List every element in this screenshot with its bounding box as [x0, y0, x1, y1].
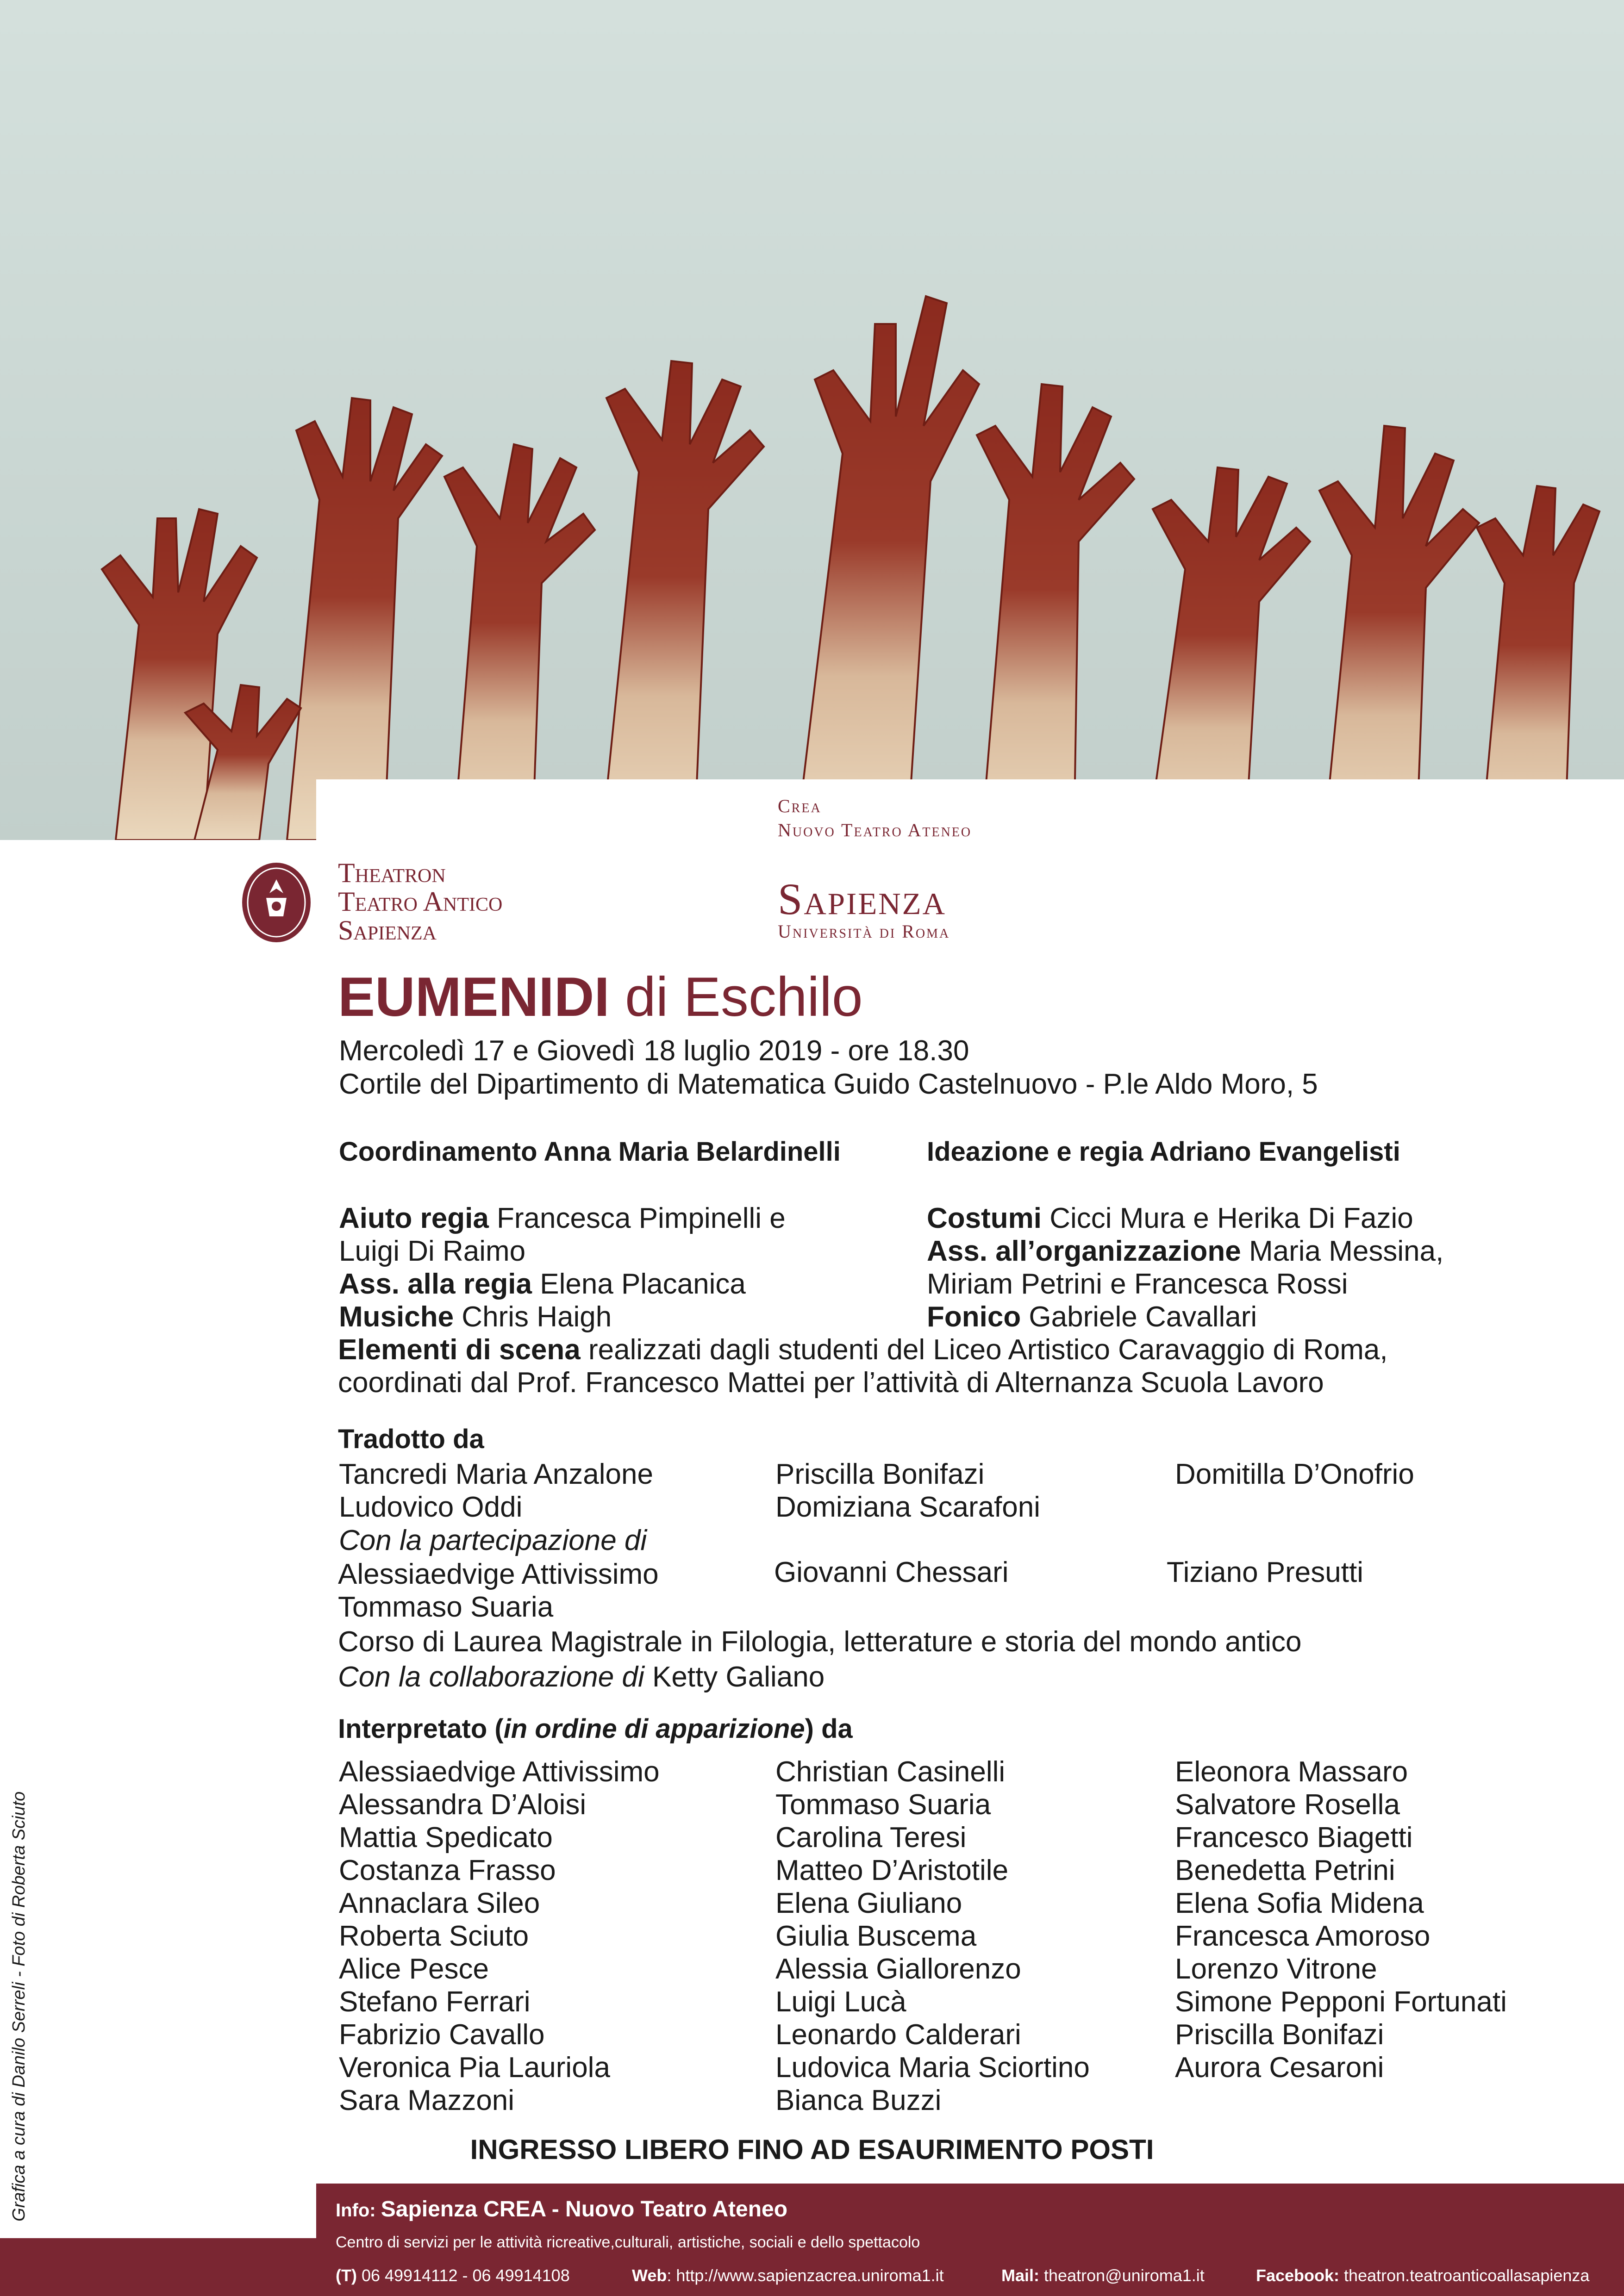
costumi-value: Cicci Mura e Herika Di Fazio [1042, 1202, 1413, 1234]
cast-member: Priscilla Bonifazi [1175, 2019, 1384, 2051]
corso-laurea: Corso di Laurea Magistrale in Filologia, letterature e storia del mondo antico [338, 1626, 1302, 1658]
footer-description: Centro di servizi per le attività ricreative,culturali, artistiche, sociali e dello spettacolo [336, 2234, 920, 2251]
cast-member: Francesco Biagetti [1175, 1822, 1413, 1854]
sapienza-name: Sapienza [778, 874, 946, 924]
tel-label: (T) [336, 2266, 357, 2285]
bloody-hands-illustration [0, 0, 1624, 840]
partecipante-extra: Tommaso Suaria [338, 1591, 554, 1623]
aiuto-regia-label: Aiuto regia [339, 1202, 489, 1234]
info-label: Info: [336, 2200, 381, 2221]
cast-member: Simone Pepponi Fortunati [1175, 1986, 1507, 2018]
translator: Tancredi Maria Anzalone [339, 1458, 653, 1490]
partecipante: Giovanni Chessari [774, 1556, 1009, 1588]
cast-member: Mattia Spedicato [339, 1822, 553, 1854]
cast-member: Elena Giuliano [775, 1887, 962, 1919]
cast-member: Luigi Lucà [775, 1986, 906, 2018]
cast-member: Veronica Pia Lauriola [339, 2052, 610, 2084]
translator: Domitilla D’Onofrio [1175, 1458, 1414, 1490]
ass-regia-label: Ass. alla regia [339, 1268, 532, 1300]
cast-member: Fabrizio Cavallo [339, 2019, 545, 2051]
crea-logo-line1: Crea [778, 796, 822, 816]
cast-member: Eleonora Massaro [1175, 1756, 1408, 1788]
crea-logo-line2: Nuovo Teatro Ateneo [778, 820, 972, 840]
collaborazione-label: Con la collaborazione di [338, 1661, 644, 1693]
elementi-value: realizzati dagli studenti del Liceo Artistico Caravaggio di Roma, [580, 1334, 1388, 1366]
ass-regia-value: Elena Placanica [532, 1268, 746, 1300]
cast-member: Alice Pesce [339, 1953, 489, 1985]
web-value: : http://www.sapienzacrea.uniroma1.it [667, 2266, 944, 2285]
musiche-label: Musiche [339, 1301, 454, 1333]
cast-member: Ludovica Maria Sciortino [775, 2052, 1090, 2084]
elementi-value2: coordinati dal Prof. Francesco Mattei per l’attività di Alternanza Scuola Lavoro [338, 1367, 1324, 1399]
cast-member: Sara Mazzoni [339, 2084, 515, 2116]
sapienza-seal-icon [241, 861, 312, 944]
hands-photo [0, 0, 1624, 840]
cast-member: Alessandra D’Aloisi [339, 1789, 587, 1821]
footer-web[interactable] [632, 2266, 944, 2285]
footer-info [336, 2196, 787, 2222]
fonico-value: Gabriele Cavallari [1021, 1301, 1257, 1333]
tradotto-col3 [1175, 1458, 1414, 1491]
photo-credit: Grafica a cura di Danilo Serreli - Foto di Roberta Sciuto [9, 1791, 29, 2221]
tradotto-col2 [775, 1458, 1040, 1524]
cast-member: Aurora Cesaroni [1175, 2052, 1384, 2084]
ass-org-label: Ass. all’organizzazione [927, 1235, 1241, 1267]
footer-facebook[interactable] [1256, 2266, 1589, 2285]
ingresso-notice: INGRESSO LIBERO FINO AD ESAURIMENTO POSTI [470, 2134, 1154, 2165]
footer [316, 2184, 1624, 2296]
mail-value: theatron@uniroma1.it [1039, 2266, 1205, 2285]
cast-member: Giulia Buscema [775, 1920, 977, 1952]
theatron-line1: Theatron [338, 858, 446, 888]
footer-mail[interactable] [1001, 2266, 1205, 2285]
cast-member: Costanza Frasso [339, 1854, 556, 1886]
cast-member: Roberta Sciuto [339, 1920, 529, 1952]
mail-label: Mail: [1001, 2266, 1040, 2285]
info-value: Sapienza CREA - Nuovo Teatro Ateneo [381, 2197, 788, 2221]
translator: Domiziana Scarafoni [775, 1491, 1041, 1523]
cast-member: Benedetta Petrini [1175, 1854, 1395, 1886]
interpretato-heading-c: ) da [805, 1714, 853, 1744]
cast-member: Salvatore Rosella [1175, 1789, 1400, 1821]
cast-member: Carolina Teresi [775, 1822, 967, 1854]
cast-member: Annaclara Sileo [339, 1887, 540, 1919]
tradotto-heading: Tradotto da [338, 1424, 484, 1454]
collaborazione [338, 1661, 824, 1693]
tradotto-col1 [339, 1458, 653, 1524]
translator: Ludovico Oddi [339, 1491, 523, 1523]
translator: Priscilla Bonifazi [775, 1458, 985, 1490]
event-dates: Mercoledì 17 e Giovedì 18 luglio 2019 - ore 18.30 [339, 1035, 969, 1067]
cast-col1 [339, 1755, 660, 2117]
ass-org-value2: Miriam Petrini e Francesca Rossi [927, 1268, 1348, 1300]
interpretato-heading [338, 1713, 853, 1744]
cast-member: Alessia Giallorenzo [775, 1953, 1021, 1985]
fonico-label: Fonico [927, 1301, 1021, 1333]
partecipante: Alessiaedvige Attivissimo [338, 1558, 659, 1590]
coordinamento: Coordinamento Anna Maria Belardinelli [339, 1137, 841, 1167]
web-label: Web [632, 2266, 667, 2285]
partecipante: Tiziano Presutti [1167, 1556, 1363, 1588]
tel-value: 06 49914112 - 06 49914108 [356, 2266, 570, 2285]
cast-member: Tommaso Suaria [775, 1789, 991, 1821]
event-place: Cortile del Dipartimento di Matematica Guido Castelnuovo - P.le Aldo Moro, 5 [339, 1068, 1318, 1100]
page-title [338, 965, 863, 1029]
ideazione: Ideazione e regia Adriano Evangelisti [927, 1137, 1400, 1167]
theatron-line2: Teatro Antico [338, 886, 503, 917]
sapienza-logo [778, 874, 950, 942]
cast-member: Christian Casinelli [775, 1756, 1006, 1788]
interpretato-heading-a: Interpretato ( [338, 1714, 504, 1744]
elementi-block [338, 1333, 1388, 1399]
cast-member: Stefano Ferrari [339, 1986, 531, 2018]
cast-member: Elena Sofia Midena [1175, 1887, 1424, 1919]
partecipazione-label: Con la partecipazione di [339, 1524, 647, 1556]
elementi-label: Elementi di scena [338, 1334, 581, 1366]
interpretato-heading-b: in ordine di apparizione [503, 1714, 805, 1744]
credits-right [927, 1202, 1443, 1333]
title-bold: EUMENIDI [338, 966, 610, 1028]
theatron-line3: Sapienza [338, 915, 437, 946]
footer-phone [336, 2266, 570, 2285]
footer-band-left [0, 2238, 316, 2296]
credits-left [339, 1202, 786, 1333]
cast-member: Leonardo Calderari [775, 2019, 1021, 2051]
cast-col3 [1175, 1755, 1507, 2084]
collaborazione-value: Ketty Galiano [644, 1661, 825, 1693]
cast-col2 [775, 1755, 1090, 2117]
fb-value: theatron.teatroanticoallasapienza [1339, 2266, 1590, 2285]
cast-member: Alessiaedvige Attivissimo [339, 1756, 660, 1788]
cast-member: Matteo D’Aristotile [775, 1854, 1009, 1886]
aiuto-regia-value: Francesca Pimpinelli e [488, 1202, 786, 1234]
ass-org-value: Maria Messina, [1241, 1235, 1444, 1267]
aiuto-regia-value2: Luigi Di Raimo [339, 1235, 526, 1267]
cast-member: Bianca Buzzi [775, 2084, 942, 2116]
costumi-label: Costumi [927, 1202, 1042, 1234]
musiche-value: Chris Haigh [454, 1301, 612, 1333]
cast-member: Lorenzo Vitrone [1175, 1953, 1377, 1985]
title-rest: di Eschilo [609, 966, 863, 1028]
sapienza-subtitle: Università di Roma [778, 921, 950, 942]
cast-member: Francesca Amoroso [1175, 1920, 1430, 1952]
fb-label: Facebook: [1256, 2266, 1340, 2285]
theatron-logo [338, 859, 502, 945]
